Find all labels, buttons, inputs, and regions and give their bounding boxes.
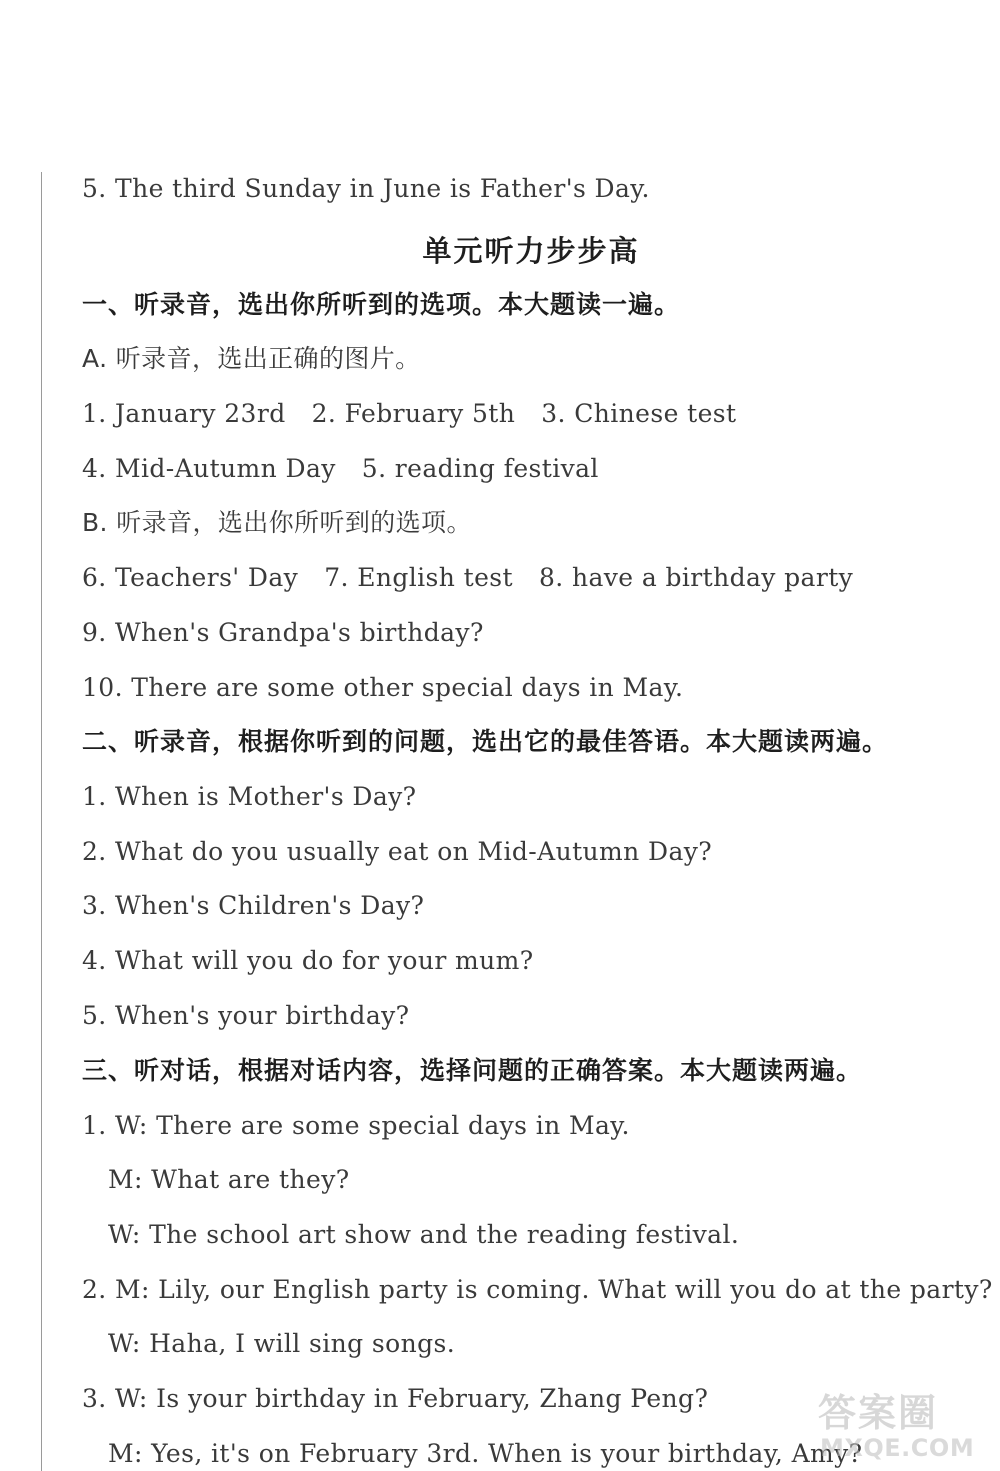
part-a-label: A. 听录音，选出正确的图片。 [82,344,421,373]
item-8: 8. have a birthday party [538,563,854,592]
watermark-text: 答案圈 [818,1391,939,1435]
watermark-url: MXQE.COM [820,1434,975,1462]
part-b-label: B. 听录音，选出你所听到的选项。 [82,508,472,537]
section2-heading: 二、听录音，根据你听到的问题，选出它的最佳答语。本大题读两遍。 [82,727,889,756]
part-a-row2 [82,453,599,485]
item-5: 5. reading festival [361,454,599,483]
section-title: 单元听力步步高 [422,234,640,268]
item-1: 1. January 23rd [82,399,286,428]
dialog-line: M: Yes, it's on February 3rd. When is your birthday, Amy? [108,1439,863,1468]
section2-item: 4. What will you do for your mum? [82,946,534,975]
item-3: 3. Chinese test [541,399,737,428]
dialog-line: W: The school art show and the reading festival. [108,1220,740,1249]
section2-item: 2. What do you usually eat on Mid-Autumn Day? [82,837,713,866]
dialog-line: 1. W: There are some special days in May. [82,1111,630,1140]
item-4: 4. Mid-Autumn Day [82,454,336,483]
dialog-line: 3. W: Is your birthday in February, Zhang Peng? [82,1384,709,1413]
dialog-line: W: Haha, I will sing songs. [108,1329,456,1358]
item-2: 2. February 5th [311,399,516,428]
section3-heading: 三、听对话，根据对话内容，选择问题的正确答案。本大题读两遍。 [82,1056,863,1085]
watermark-logo [818,1382,988,1468]
item-7: 7. English test [324,563,513,592]
dialog-line: M: What are they? [108,1165,350,1194]
item-10: 10. There are some other special days in May. [82,673,684,702]
item-6: 6. Teachers' Day [82,563,299,592]
answer-line-5: 5. The third Sunday in June is Father's Day. [82,174,650,203]
section2-item: 1. When is Mother's Day? [82,782,417,811]
section1-heading: 一、听录音，选出你所听到的选项。本大题读一遍。 [82,290,681,319]
page-margin-line [41,172,42,1471]
section2-item: 3. When's Children's Day? [82,891,425,920]
dialog-line: 2. M: Lily, our English party is coming. What will you do at the party? [82,1275,993,1304]
part-a-row1 [82,398,736,430]
item-9: 9. When's Grandpa's birthday? [82,618,484,647]
section2-item: 5. When's your birthday? [82,1001,410,1030]
part-b-row1 [82,562,853,594]
